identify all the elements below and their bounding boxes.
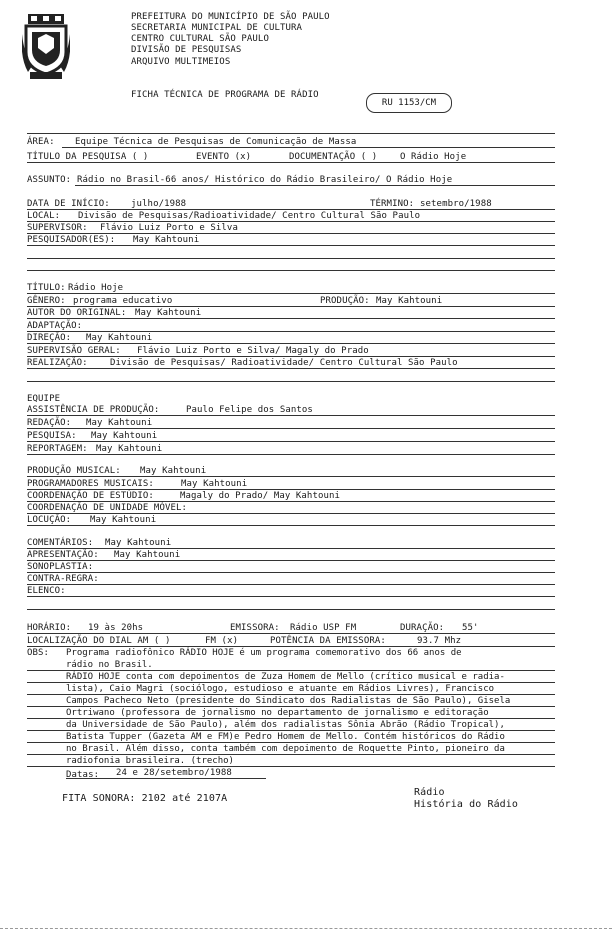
obs-line: Programa radiofônico RÁDIO HOJE é um programa comemorativo dos 66 anos de <box>66 648 462 658</box>
assistencia-value: Paulo Felipe dos Santos <box>186 405 313 415</box>
underline <box>27 682 555 683</box>
underline <box>27 742 555 743</box>
underline <box>27 670 555 671</box>
autor-label: AUTOR DO ORIGINAL: <box>27 308 127 318</box>
underline <box>27 548 555 549</box>
underline <box>27 293 555 294</box>
duracao-value: 55' <box>462 623 479 633</box>
underline <box>27 233 555 234</box>
underline <box>27 428 555 429</box>
area-label: ÁREA: <box>27 137 55 147</box>
direcao-value: May Kahtouni <box>86 333 153 343</box>
underline <box>27 331 555 332</box>
header-line-3: CENTRO CULTURAL SÃO PAULO <box>131 34 269 44</box>
potencia-value: 93.7 Mhz <box>417 636 462 646</box>
programadores-label: PROGRAMADORES MUSICAIS: <box>27 479 154 489</box>
producao-label: PRODUÇÃO: <box>320 296 370 306</box>
underline <box>27 766 555 767</box>
keyword: História do Rádio <box>414 799 519 810</box>
contra-regra-label: CONTRA-REGRA: <box>27 574 99 584</box>
locucao-label: LOCUÇÃO: <box>27 515 72 525</box>
underline <box>27 476 555 477</box>
underline <box>27 718 555 719</box>
supervisao-value: Flávio Luiz Porto e Silva/ Magaly do Prado <box>137 346 369 356</box>
assistencia-label: ASSISTÊNCIA DE PRODUÇÃO: <box>27 405 160 415</box>
underline <box>27 730 555 731</box>
underline <box>27 525 555 526</box>
underline <box>27 501 555 502</box>
comentarios-value: May Kahtouni <box>105 538 172 548</box>
adaptacao-label: ADAPTAÇÃO: <box>27 321 83 331</box>
pesquisa-label: PESQUISA: <box>27 431 77 441</box>
pesquisador-value: May Kahtouni <box>133 235 200 245</box>
datas-label: Datas: <box>66 770 100 780</box>
pesquisa-value: May Kahtouni <box>91 431 158 441</box>
underline <box>27 694 555 695</box>
underline <box>27 754 555 755</box>
supervisor-value: Flávio Luiz Porto e Silva <box>100 223 238 233</box>
potencia-label: POTÊNCIA DA EMISSORA: <box>270 636 386 646</box>
fita-sonora: FITA SONORA: 2102 até 2107A <box>62 793 228 804</box>
underline <box>27 513 555 514</box>
redacao-label: REDAÇÃO: <box>27 418 72 428</box>
supervisor-label: SUPERVISOR: <box>27 223 88 233</box>
underline <box>27 356 555 357</box>
producao-value: May Kahtouni <box>376 296 443 306</box>
underline <box>75 185 555 186</box>
realizacao-value: Divisão de Pesquisas/ Radioatividade/ Centro Cultural São Paulo <box>110 358 458 368</box>
coord-estudio-label: COORDENAÇÃO DE ESTÚDIO: <box>27 491 154 501</box>
underline <box>27 646 555 647</box>
obs-line: no Brasil. Além disso, conta também com depoimento de Roquette Pinto, pioneiro da <box>66 744 505 754</box>
underline <box>27 633 555 634</box>
underline <box>66 778 266 779</box>
horario-label: HORÁRIO: <box>27 623 72 633</box>
coord-estudio-value: Magaly do Prado/ May Kahtouni <box>180 491 341 501</box>
obs-line: Campos Pacheco Neto (presidente do Sindicato dos Radialistas de São Paulo), Gisela <box>66 696 511 706</box>
underline <box>27 596 555 597</box>
sonoplastia-label: SONOPLASTIA: <box>27 562 94 572</box>
producao-musical-label: PRODUÇÃO MUSICAL: <box>27 466 121 476</box>
genero-value: programa educativo <box>73 296 173 306</box>
obs-line: da Universidade de São Paulo), além dos radialistas Sônia Abrão (Rádio Tropical), <box>66 720 505 730</box>
underline <box>27 343 555 344</box>
obs-line: RÁDIO HOJE conta com depoimentos de Zuza Homem de Mello (crítico musical e radia- <box>66 672 505 682</box>
termino-value: setembro/1988 <box>420 199 492 209</box>
underline <box>27 572 555 573</box>
obs-line: lista), Caio Magri (sociólogo, estudioso e atuante em Rádios Livres), Francisco <box>66 684 495 694</box>
producao-musical-value: May Kahtouni <box>140 466 207 476</box>
datas-value: 24 e 28/setembro/1988 <box>116 768 232 778</box>
programadores-value: May Kahtouni <box>181 479 248 489</box>
obs-line: Ortriwano (professora de jornalismo no departamento de jornalismo e editoração <box>66 708 489 718</box>
archive-stamp: RU 1153/CM <box>366 93 452 113</box>
redacao-value: May Kahtouni <box>86 418 153 428</box>
obs-label: OBS: <box>27 648 50 658</box>
evento-label: EVENTO (x) <box>196 152 252 162</box>
reportagem-label: REPORTAGEM: <box>27 444 88 454</box>
apresentacao-value: May Kahtouni <box>114 550 181 560</box>
localizacao-label: LOCALIZAÇÃO DO DIAL AM ( ) <box>27 636 171 646</box>
reportagem-value: May Kahtouni <box>96 444 163 454</box>
locucao-value: May Kahtouni <box>90 515 157 525</box>
underline <box>27 258 555 259</box>
obs-line: radiofonia brasileira. (trecho) <box>66 756 234 766</box>
direcao-label: DIREÇÃO: <box>27 333 72 343</box>
documentacao-value: O Rádio Hoje <box>400 152 467 162</box>
assunto-value: Rádio no Brasil-66 anos/ Histórico do Rádio Brasileiro/ O Rádio Hoje <box>77 175 453 185</box>
area-value: Equipe Técnica de Pesquisas de Comunicação de Massa <box>75 137 357 147</box>
underline <box>27 270 555 271</box>
horario-value: 19 às 20hs <box>88 623 144 633</box>
underline <box>27 221 555 222</box>
termino-label: TÉRMINO: <box>370 199 415 209</box>
header-line-4: DIVISÃO DE PESQUISAS <box>131 45 242 55</box>
underline <box>27 560 555 561</box>
pesquisador-label: PESQUISADOR(ES): <box>27 235 116 245</box>
underline <box>27 609 555 610</box>
keyword: Rádio <box>414 787 445 798</box>
emissora-label: EMISSORA: <box>230 623 280 633</box>
underline <box>27 368 555 369</box>
underline <box>27 381 555 382</box>
local-label: LOCAL: <box>27 211 61 221</box>
underline <box>27 209 555 210</box>
header-line-5: ARQUIVO MULTIMEIOS <box>131 57 231 67</box>
underline <box>27 584 555 585</box>
supervisao-label: SUPERVISÃO GERAL: <box>27 346 121 356</box>
data-inicio-label: DATA DE INÍCIO: <box>27 199 110 209</box>
duracao-label: DURAÇÃO: <box>400 623 445 633</box>
titulo-pesquisa-label: TÍTULO DA PESQUISA ( ) <box>27 152 149 162</box>
underline <box>27 706 555 707</box>
scan-edge <box>0 928 612 929</box>
genero-label: GÊNERO: <box>27 296 66 306</box>
underline <box>27 415 555 416</box>
local-value: Divisão de Pesquisas/Radioatividade/ Centro Cultural São Paulo <box>78 211 421 221</box>
data-inicio-value: julho/1988 <box>131 199 187 209</box>
realizacao-label: REALIZAÇÃO: <box>27 358 88 368</box>
titulo-value: Rádio Hoje <box>68 283 124 293</box>
underline <box>27 245 555 246</box>
underline <box>27 454 555 455</box>
divider <box>27 133 555 134</box>
autor-value: May Kahtouni <box>135 308 202 318</box>
assunto-label: ASSUNTO: <box>27 175 72 185</box>
equipe-title: EQUIPE <box>27 394 61 404</box>
emissora-value: Rádio USP FM <box>290 623 357 633</box>
header-line-2: SECRETARIA MUNICIPAL DE CULTURA <box>131 23 303 33</box>
underline <box>62 147 555 148</box>
fm-label: FM (x) <box>205 636 239 646</box>
comentarios-label: COMENTÁRIOS: <box>27 538 94 548</box>
elenco-label: ELENCO: <box>27 586 66 596</box>
coord-movel-label: COORDENAÇÃO DE UNIDADE MÓVEL: <box>27 503 188 513</box>
underline <box>27 489 555 490</box>
underline <box>27 162 555 163</box>
header-line-1: PREFEITURA DO MUNICÍPIO DE SÃO PAULO <box>131 12 330 22</box>
obs-line: rádio no Brasil. <box>66 660 153 670</box>
sao-paulo-coat-of-arms-icon <box>22 14 70 80</box>
titulo-label: TÍTULO: <box>27 283 66 293</box>
apresentacao-label: APRESENTAÇÃO: <box>27 550 99 560</box>
form-title: FICHA TÉCNICA DE PROGRAMA DE RÁDIO <box>131 90 319 100</box>
documentacao-label: DOCUMENTAÇÃO ( ) <box>289 152 378 162</box>
underline <box>27 441 555 442</box>
obs-line: Batista Tupper (Gazeta AM e FM)e Pedro Homem de Mello. Contém históricos do Rádio <box>66 732 505 742</box>
underline <box>27 318 555 319</box>
underline <box>27 306 555 307</box>
